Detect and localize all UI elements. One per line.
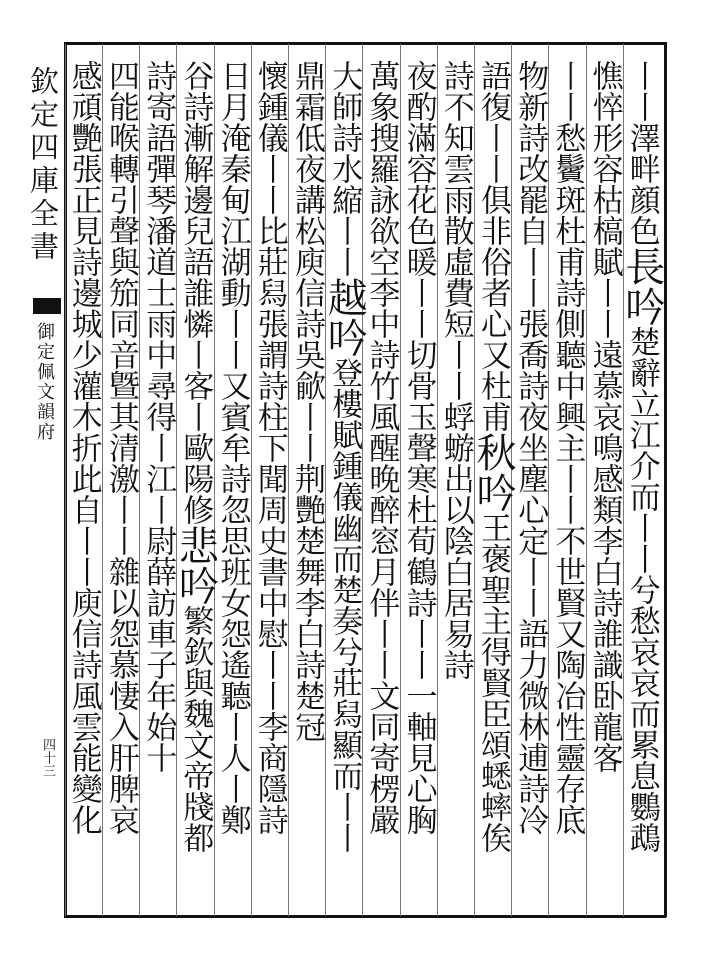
- column-text: 夜酌滿容花色暖丨丨切骨玉聲寒杜荀鶴詩丨丨一軸見心胸: [400, 60, 437, 835]
- column-text: 大師詩水縮丨丨: [326, 60, 363, 277]
- frame-top-border: [64, 42, 666, 45]
- frame-bottom-border: [64, 915, 666, 918]
- column-text: 王褒聖主得賢臣頌蟋蟀俟: [475, 512, 511, 853]
- column-text: 賦丨丨遠慕哀鳴感類李白詩誰識卧龍客: [586, 246, 623, 773]
- column-text: 四能喉轉引聲與笳同音曁其清激丨丨雜以怨慕悽入肝脾哀: [103, 60, 139, 835]
- headword: 悲吟: [172, 525, 219, 605]
- column-text: 繁欽與魏文帝牋都: [177, 605, 214, 853]
- book-title: 欽定四庫全書: [26, 66, 60, 264]
- column-text: 感頑艷張正見詩邊城少灌木折此自丨丨庾信詩風雲能變化: [65, 60, 102, 835]
- column-text: 鼎霜低夜講松: [289, 60, 325, 246]
- column-text: 庾信詩吳歈丨丨荆艷楚舞李白詩楚冠: [289, 246, 325, 742]
- column-text: 懷鍾儀丨丨比莊舄張謂詩柱下聞周史書中慰丨丨李商隱詩: [251, 60, 288, 835]
- column-text: 丨丨澤畔顔色: [623, 60, 660, 246]
- book-subtitle: 御定佩文韻府: [34, 322, 55, 442]
- text-column: [62, 60, 106, 908]
- column-rule: [65, 44, 66, 916]
- column-text: 憔悴形容枯槁: [586, 60, 623, 246]
- column-text: 語復丨丨俱非俗者心又杜甫: [475, 60, 511, 432]
- headword: 秋吟: [470, 432, 516, 512]
- page-number: 四十三: [40, 738, 55, 777]
- headword: 長吟: [618, 246, 665, 326]
- column-text: 詩寄語彈琴潘道士雨中尋得丨江丨尉薛訪車子年始十: [140, 60, 177, 773]
- column-text: 萬象搜羅詠欲空李中詩竹風醒晚醉窓月伴丨丨文同寄楞嚴: [363, 60, 400, 835]
- column-text: 谷詩漸解邊兒語誰憐丨客丨歐陽修: [177, 60, 214, 525]
- fish-tail-mark: [33, 298, 61, 314]
- column-text: 楚辭立江介而丨丨兮愁哀哀而累息鸚鵡: [623, 326, 660, 853]
- column-text: 日月淹秦甸江湖動丨丨又賓牟詩忽思班女怨遙聽丨人丨鄭: [214, 60, 251, 835]
- column-text: 登樓賦鍾儀幽而楚奏兮莊舄顯而丨丨: [326, 357, 363, 853]
- column-text: 物新詩改罷自丨丨張喬詩夜坐塵心定丨丨語力微林逋詩冷: [512, 60, 549, 835]
- column-text: 丨丨愁鬢斑杜甫詩側聽中興主丨丨不世賢又陶冶性靈存底: [549, 60, 586, 835]
- headword: 越吟: [321, 277, 368, 357]
- column-text: 詩不知雲雨散虛費短丨丨蜉蝣出以陰白居易詩: [437, 60, 474, 680]
- frame-right-border: [664, 42, 667, 917]
